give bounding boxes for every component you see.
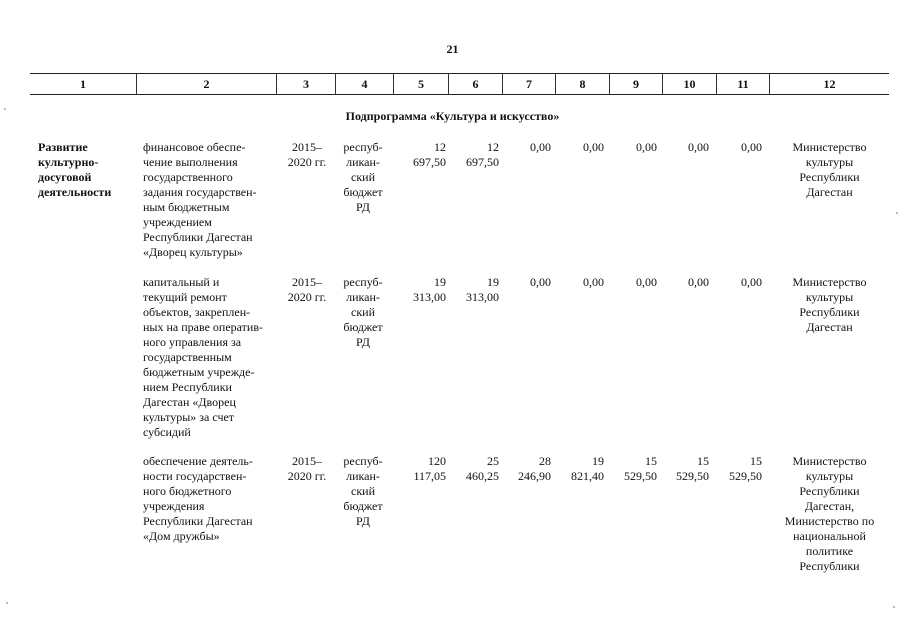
amount-col-11: 0,00 [741, 140, 762, 154]
table-header-row [30, 75, 889, 94]
column-divider [769, 73, 770, 95]
column-divider [136, 73, 137, 95]
amount-col-11: 0,00 [741, 275, 762, 289]
column-divider [716, 73, 717, 95]
header-col-7: 7 [526, 77, 532, 91]
scan-speck [896, 212, 898, 214]
column-divider [448, 73, 449, 95]
executor: Министерство культуры Республики Дагестан [792, 275, 867, 334]
direction-label: Развитие культурно- досуговой деятельности [38, 140, 112, 199]
header-col-4: 4 [361, 77, 368, 91]
scan-speck [6, 602, 8, 604]
amount-col-9: 0,00 [636, 140, 657, 154]
header-col-11: 11 [737, 77, 749, 91]
amount-col-9: 15 529,50 [624, 454, 657, 483]
header-col-2: 2 [203, 77, 210, 91]
amount-col-5: 19 313,00 [413, 275, 446, 304]
column-divider [662, 73, 663, 95]
column-divider [335, 73, 336, 95]
amount-col-8: 0,00 [583, 140, 604, 154]
amount-col-5: 120 117,05 [413, 454, 446, 483]
amount-col-6: 25 460,25 [466, 454, 499, 483]
amount-col-10: 0,00 [688, 140, 709, 154]
measure-description: капитальный и текущий ремонт объектов, закреплен- ных на праве оператив- ного управления за государственным бюджетным учрежде- нием Республики Дагестан «Дворец культуры» за счет субсидий [143, 275, 263, 439]
executor: Министерство культуры Республики Дагестан, Министерство по национальной политике Республики [784, 454, 875, 573]
executor: Министерство культуры Республики Дагестан [792, 140, 867, 199]
amount-col-7: 0,00 [530, 275, 551, 289]
column-divider [502, 73, 503, 95]
funding-source: респуб- ликан- ский бюджет РД [343, 140, 383, 214]
amount-col-7: 28 246,90 [518, 454, 551, 483]
amount-col-9: 0,00 [636, 275, 657, 289]
header-col-5: 5 [418, 77, 424, 91]
column-divider [393, 73, 394, 95]
measure-description: финансовое обеспе- чение выполнения государственного задания государствен- ным бюджетным учреждением Республики Дагестан «Дворец культуры» [143, 140, 257, 259]
header-col-9: 9 [633, 77, 639, 91]
header-col-6: 6 [472, 77, 479, 91]
header-col-8: 8 [579, 77, 586, 91]
amount-col-6: 12 697,50 [466, 140, 499, 169]
header-col-12: 12 [823, 77, 836, 91]
amount-col-5: 12 697,50 [413, 140, 446, 169]
amount-col-11: 15 529,50 [729, 454, 762, 483]
page-number: 21 [446, 42, 459, 56]
amount-col-8: 19 821,40 [571, 454, 604, 483]
period: 2015– 2020 гг. [287, 275, 327, 304]
measure-description: обеспечение деятель- ности государствен- ного бюджетного учреждения Республики Дагестан «Дом дружбы» [143, 454, 253, 543]
period: 2015– 2020 гг. [287, 454, 327, 483]
column-divider [609, 73, 610, 95]
scan-speck [4, 108, 6, 110]
amount-col-6: 19 313,00 [466, 275, 499, 304]
column-divider [555, 73, 556, 95]
amount-col-8: 0,00 [583, 275, 604, 289]
funding-source: респуб- ликан- ский бюджет РД [343, 454, 383, 528]
header-top-rule [30, 73, 889, 74]
amount-col-7: 0,00 [530, 140, 551, 154]
column-divider [276, 73, 277, 95]
header-col-10: 10 [683, 77, 696, 91]
subprogram-title: Подпрограмма «Культура и искусство» [345, 109, 560, 123]
header-col-3: 3 [303, 77, 309, 91]
amount-col-10: 15 529,50 [676, 454, 709, 483]
period: 2015– 2020 гг. [287, 140, 327, 169]
header-col-1: 1 [80, 77, 86, 91]
scan-speck [893, 606, 895, 608]
funding-source: респуб- ликан- ский бюджет РД [343, 275, 383, 349]
amount-col-10: 0,00 [688, 275, 709, 289]
header-bottom-rule [30, 94, 889, 95]
